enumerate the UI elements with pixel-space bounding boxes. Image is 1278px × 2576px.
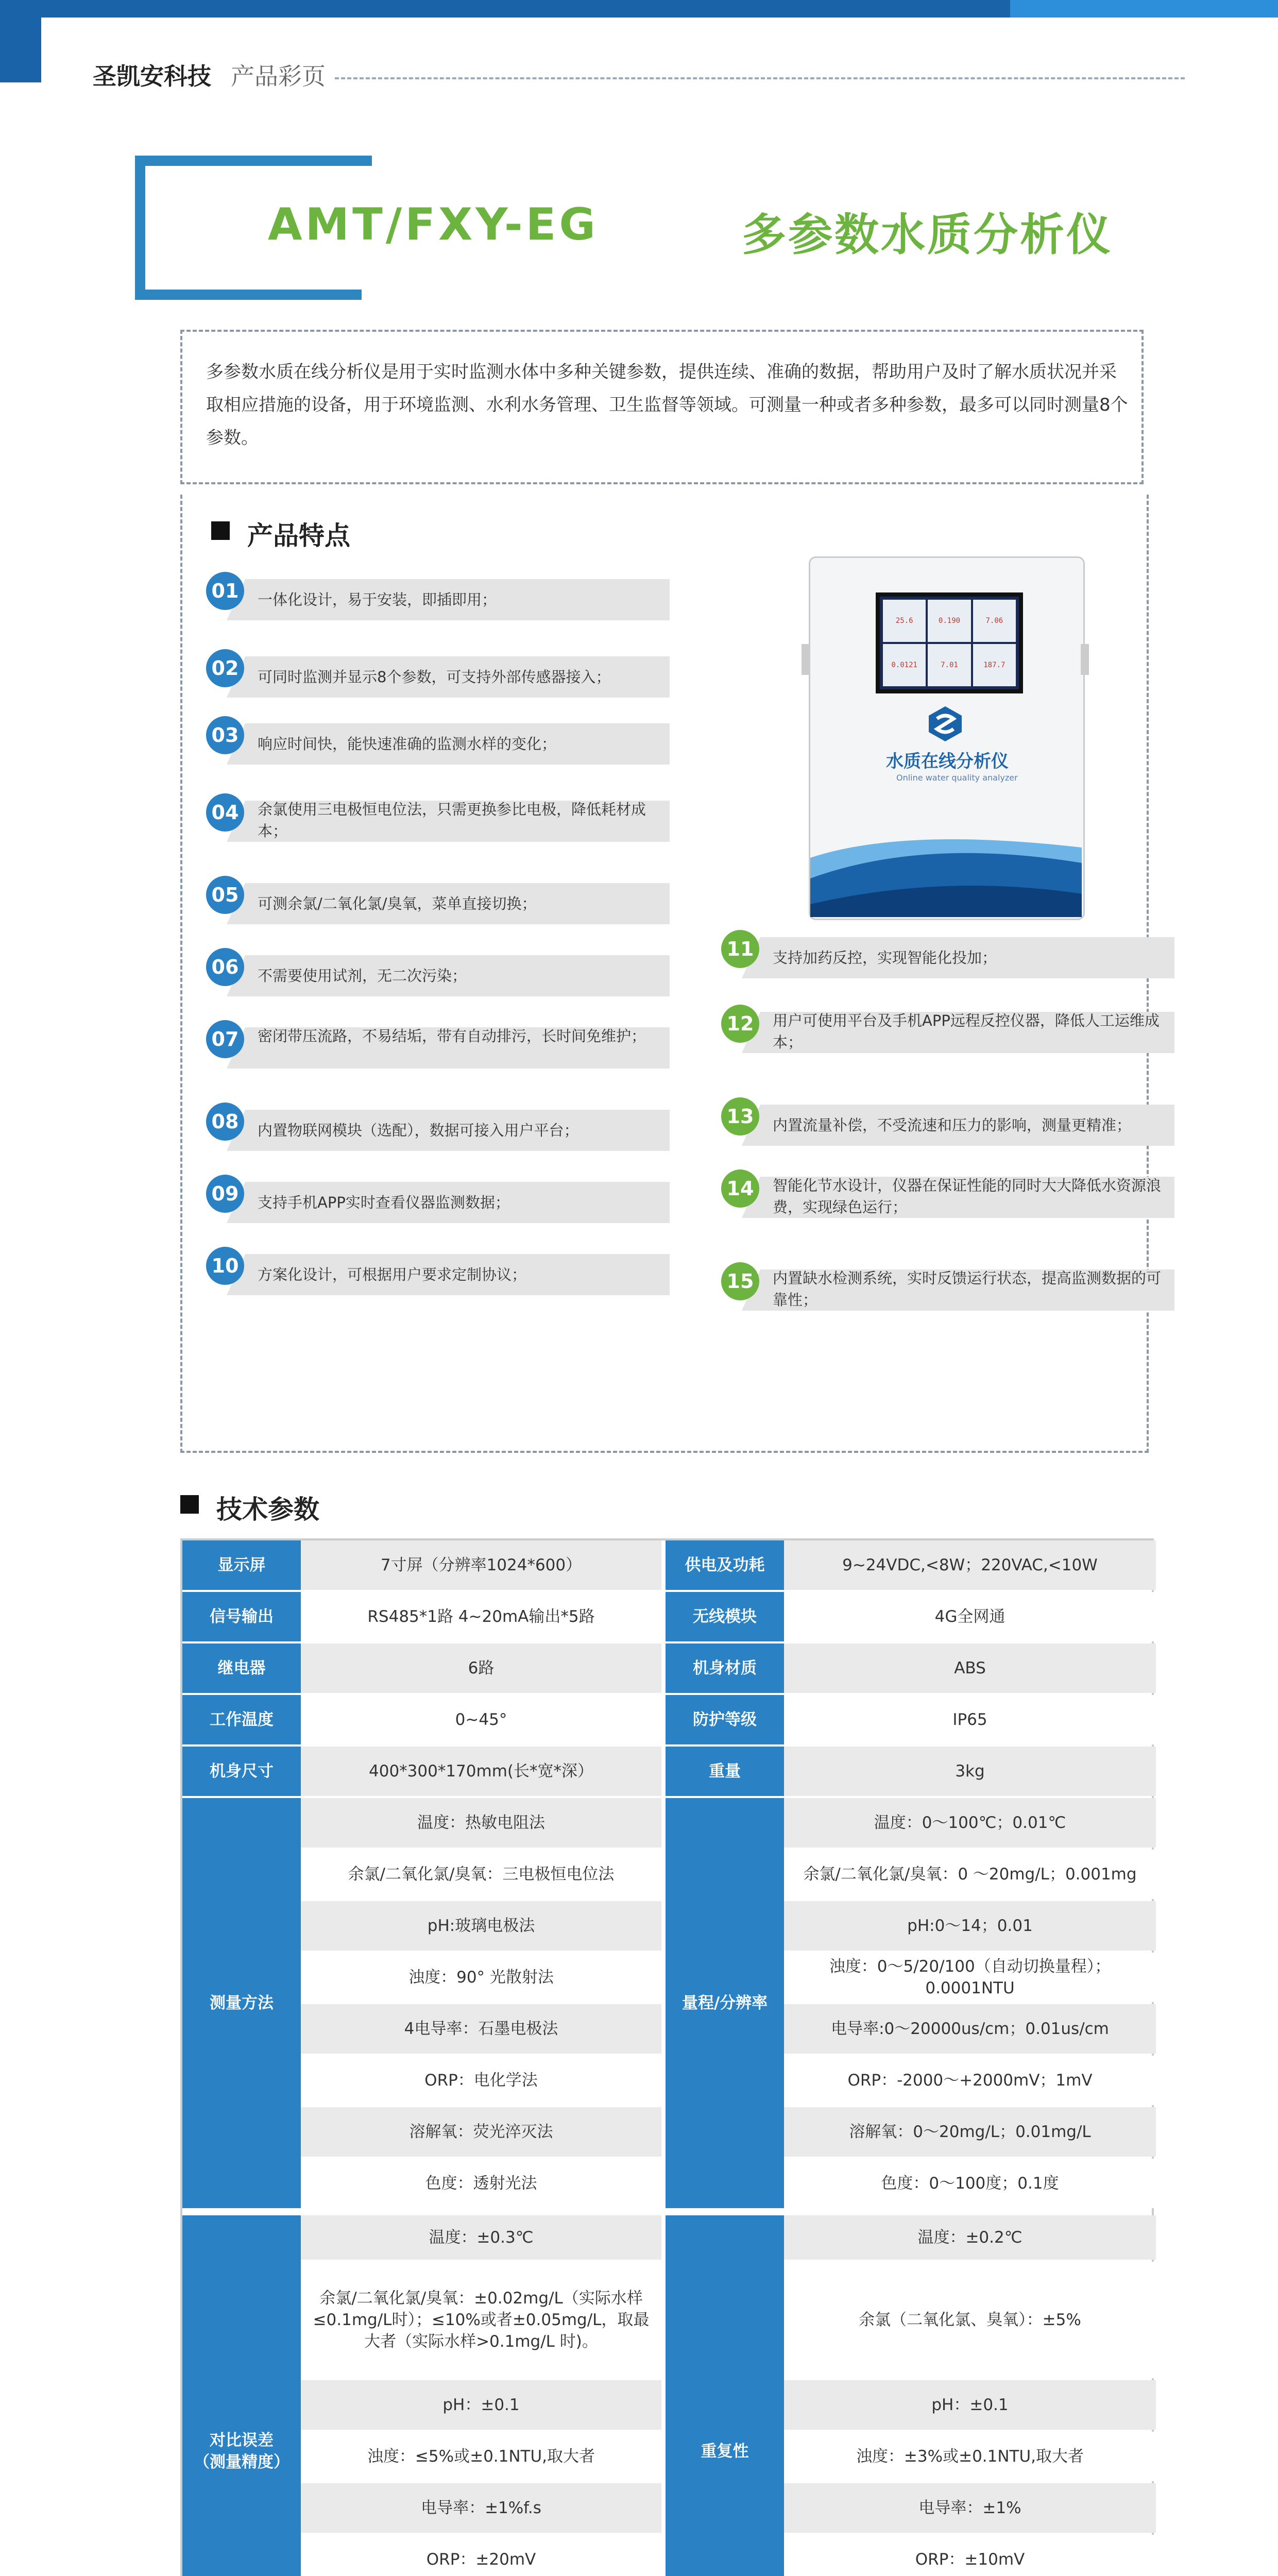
feature-item [206, 716, 680, 766]
spec-key: 机身尺寸 [182, 1747, 301, 1796]
feature-number-badge: 10 [206, 1247, 244, 1285]
spec-value: 余氯（二氧化氯、臭氧）：±5% [784, 2262, 1156, 2378]
spec-value: 电导率:0～20000us/cm；0.01us/cm [784, 2004, 1156, 2054]
feature-text: 余氯使用三电极恒电位法，只需更换参比电极，降低耗材成本； [258, 801, 646, 840]
screen-value-tile: 0.190 [928, 600, 970, 642]
screen-value-tile: 0.0121 [883, 644, 926, 686]
device-bracket-right [1081, 644, 1089, 675]
spec-value: pH:0～14；0.01 [784, 1901, 1156, 1951]
spec-value: 温度：0～100℃；0.01℃ [784, 1798, 1156, 1848]
spec-key: 重量 [666, 1747, 784, 1796]
header-divider [335, 77, 1185, 79]
feature-item [206, 876, 680, 925]
feature-number-badge: 11 [721, 930, 759, 968]
spec-value: 0~45° [301, 1695, 661, 1744]
header-mark [0, 0, 41, 82]
device-screen [876, 592, 1023, 693]
device-bracket-left [802, 644, 810, 675]
spec-value: RS485*1路 4~20mA输出*5路 [301, 1592, 661, 1641]
feature-item [206, 948, 680, 997]
spec-value: 4电导率：石墨电极法 [301, 2004, 661, 2054]
spec-value: 浊度：90° 光散射法 [301, 1953, 661, 2002]
product-name: 多参数水质分析仪 [742, 209, 1113, 261]
feature-text: 方案化设计，可根据用户要求定制协议； [258, 1266, 527, 1283]
spec-value: 电导率：±1% [784, 2483, 1156, 2533]
spec-value: 色度：0～100度；0.1度 [784, 2159, 1156, 2208]
feature-item [721, 1170, 1185, 1219]
feature-number-badge: 15 [721, 1262, 759, 1300]
feature-item [206, 649, 680, 699]
spec-value: IP65 [784, 1695, 1156, 1744]
spec-value: 浊度：0～5/20/100（自动切换量程）；0.0001NTU [784, 1953, 1156, 2002]
spec-group-key: 重复性 [666, 2215, 784, 2576]
title-frame-left [135, 156, 145, 300]
spec-value: 7寸屏（分辨率1024*600） [301, 1540, 661, 1590]
feature-text: 响应时间快，能快速准确的监测水样的变化； [258, 735, 557, 753]
feature-text: 内置流量补偿，不受流速和压力的影响，测量更精准； [773, 1116, 1132, 1134]
spec-value: ORP：±20mV [301, 2535, 661, 2576]
feature-number-badge: 04 [206, 793, 244, 832]
feature-number-badge: 06 [206, 948, 244, 986]
spec-key: 工作温度 [182, 1695, 301, 1744]
feature-text: 不需要使用试剂，无二次污染； [258, 967, 467, 985]
feature-item [206, 1247, 680, 1296]
device-wave-graphic [810, 817, 1082, 917]
feature-number-badge: 13 [721, 1097, 759, 1136]
spec-value: 溶解氧：0～20mg/L；0.01mg/L [784, 2107, 1156, 2157]
device-name: 水质在线分析仪 [886, 751, 1009, 772]
feature-item [721, 1005, 1185, 1054]
spec-value: 温度：±0.2℃ [784, 2215, 1156, 2260]
feature-number-badge: 05 [206, 876, 244, 914]
spec-value: ORP：电化学法 [301, 2056, 661, 2105]
spec-value: ORP：-2000～+2000mV；1mV [784, 2056, 1156, 2105]
spec-value: 色度：透射光法 [301, 2159, 661, 2208]
spec-key: 无线模块 [666, 1592, 784, 1641]
feature-item [206, 793, 680, 843]
spec-value: 6路 [301, 1643, 661, 1693]
spec-value: 400*300*170mm(长*宽*深） [301, 1747, 661, 1796]
feature-number-badge: 07 [206, 1020, 244, 1058]
spec-value: 余氯/二氧化氯/臭氧：±0.02mg/L（实际水样≤0.1mg/L时）；≤10%或者±0.05mg/L，取最大者（实际水样>0.1mg/L 时)。 [301, 2262, 661, 2378]
spec-value: pH:玻璃电极法 [301, 1901, 661, 1951]
spec-value: ABS [784, 1643, 1156, 1693]
spec-value: 电导率：±1%f.s [301, 2483, 661, 2533]
brand-name: 圣凯安科技 [93, 62, 211, 90]
spec-value: ORP：±10mV [784, 2535, 1156, 2576]
spec-group-key: 测量方法 [182, 1798, 301, 2208]
spec-value: 温度：±0.3℃ [301, 2215, 661, 2260]
feature-text: 内置缺水检测系统，实时反馈运行状态，提高监测数据的可靠性； [773, 1269, 1162, 1309]
feature-text: 内置物联网模块（选配），数据可接入用户平台； [258, 1122, 579, 1139]
features-heading: 产品特点 [247, 521, 350, 551]
screen-value-tile: 25.6 [883, 600, 926, 642]
tech-heading-mark [180, 1495, 199, 1514]
spec-value: 溶解氧：荧光淬灭法 [301, 2107, 661, 2157]
spec-value: 4G全网通 [784, 1592, 1156, 1641]
spec-value: 浊度：≤5%或±0.1NTU,取大者 [301, 2432, 661, 2481]
screen-value-tile: 7.01 [928, 644, 970, 686]
spec-value: 浊度：±3%或±0.1NTU,取大者 [784, 2432, 1156, 2481]
product-model: AMT/FXY-EG [268, 199, 599, 250]
title-frame-bottom [135, 290, 362, 300]
intro-text: 多参数水质在线分析仪是用于实时监测水体中多种关键参数，提供连续、准确的数据，帮助用户及时了解水质状况并采取相应措施的设备，用于环境监测、水利水务管理、卫生监督等领域。可测量一种或者多种参数，最多可以同时测量8个参数。 [206, 362, 1128, 448]
top-bar-accent [1010, 0, 1278, 18]
feature-item [721, 930, 1185, 979]
feature-item [206, 1020, 680, 1070]
spec-key: 供电及功耗 [666, 1540, 784, 1590]
feature-text: 支持手机APP实时查看仪器监测数据； [258, 1194, 510, 1211]
feature-text: 可同时监测并显示8个参数，可支持外部传感器接入； [258, 668, 611, 686]
feature-item [721, 1097, 1185, 1147]
screen-value-tile: 7.06 [973, 600, 1016, 642]
spec-key: 防护等级 [666, 1695, 784, 1744]
spec-value: 余氯/二氧化氯/臭氧：三电极恒电位法 [301, 1850, 661, 1899]
spec-value: 温度：热敏电阻法 [301, 1798, 661, 1848]
feature-number-badge: 08 [206, 1103, 244, 1141]
feature-text: 可测余氯/二氧化氯/臭氧，菜单直接切换； [258, 895, 537, 912]
device-name-en: Online water quality analyzer [896, 773, 1018, 783]
feature-text: 支持加药反控，实现智能化投加； [773, 949, 997, 967]
feature-item [206, 572, 680, 621]
spec-key: 机身材质 [666, 1643, 784, 1693]
spec-key: 信号输出 [182, 1592, 301, 1641]
device-logo-icon [925, 703, 966, 744]
feature-number-badge: 03 [206, 716, 244, 754]
feature-item [721, 1262, 1185, 1312]
tech-heading: 技术参数 [216, 1495, 319, 1524]
feature-number-badge: 14 [721, 1170, 759, 1208]
feature-item [206, 1175, 680, 1224]
feature-text: 一体化设计，易于安装，即插即用； [258, 591, 497, 608]
spec-key: 显示屏 [182, 1540, 301, 1590]
spec-value: 9~24VDC,<8W；220VAC,<10W [784, 1540, 1156, 1590]
spec-value: 3kg [784, 1747, 1156, 1796]
section-label: 产品彩页 [231, 62, 326, 90]
spec-group-key: 量程/分辨率 [666, 1798, 784, 2208]
feature-number-badge: 09 [206, 1175, 244, 1213]
feature-text: 用户可使用平台及手机APP远程反控仪器，降低人工运维成本； [773, 1012, 1160, 1051]
spec-value: pH：±0.1 [784, 2380, 1156, 2430]
feature-number-badge: 01 [206, 572, 244, 610]
screen-value-tile: 187.7 [973, 644, 1016, 686]
feature-text: 密闭带压流路，不易结垢，带有自动排污，长时间免维护； [258, 1027, 646, 1045]
spec-value: 余氯/二氧化氯/臭氧：0 ～20mg/L；0.001mg [784, 1850, 1156, 1899]
feature-text: 智能化节水设计，仪器在保证性能的同时大大降低水资源浪费，实现绿色运行； [773, 1177, 1162, 1216]
spec-value: pH：±0.1 [301, 2380, 661, 2430]
feature-number-badge: 02 [206, 649, 244, 687]
spec-group-key: 对比误差 （测量精度） [182, 2215, 301, 2576]
spec-key: 继电器 [182, 1643, 301, 1693]
feature-number-badge: 12 [721, 1005, 759, 1043]
feature-item [206, 1103, 680, 1152]
